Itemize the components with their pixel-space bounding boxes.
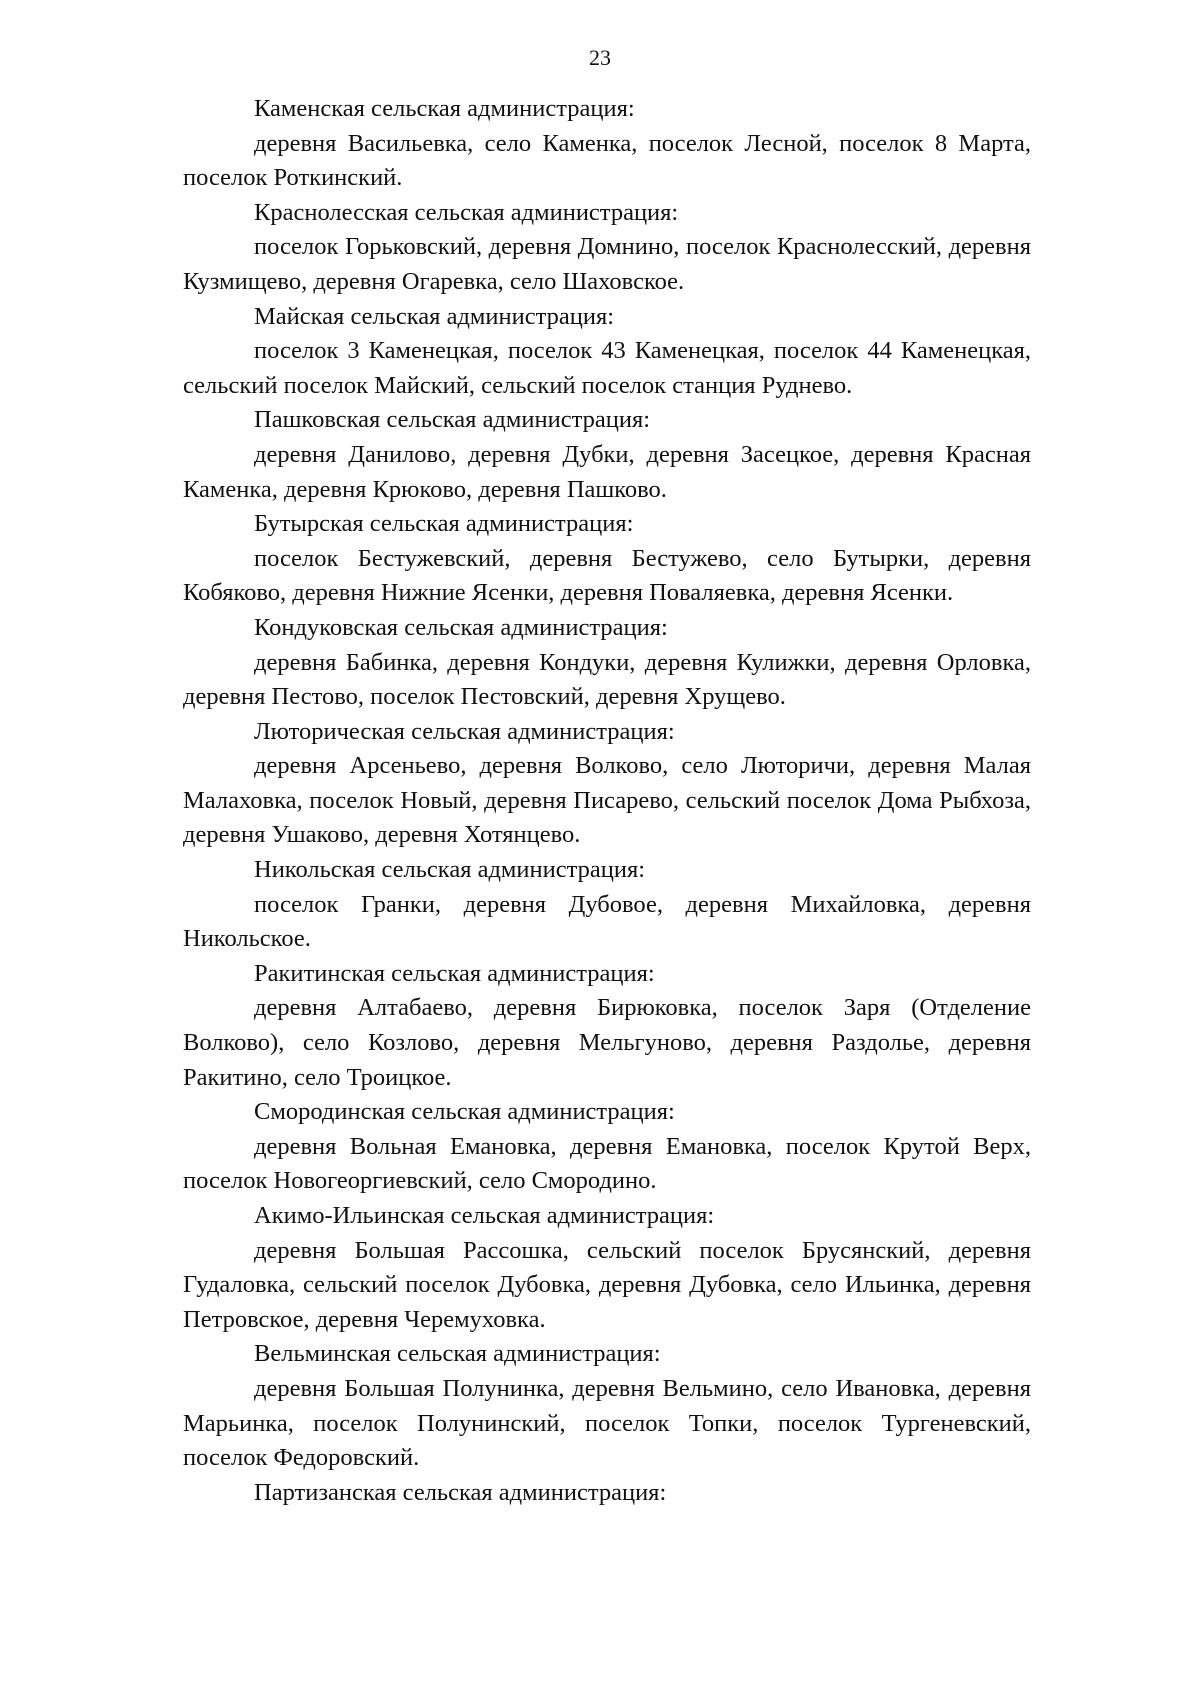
admin-title-kondukovskaya: Кондуковская сельская администрация:	[254, 613, 668, 641]
admin-title-pashkovskaya: Пашковская сельская администрация:	[254, 406, 651, 434]
admin-title-nikolskaya: Никольская сельская администрация:	[254, 856, 646, 884]
admin-title-butyrskaya: Бутырская сельская администрация:	[254, 510, 634, 538]
admin-settlements-kamenskaya: деревня Васильевка, село Каменка, поселок Лесной, поселок 8 Марта, поселок Роткинский.	[183, 129, 1031, 192]
admin-settlements-velminskaya: деревня Большая Полунинка, деревня Вельмино, село Ивановка, деревня Марьинка, поселок Полунинский, поселок Топки, поселок Тургеневский, поселок Федоровский.	[183, 1374, 1031, 1472]
admin-title-velminskaya: Вельминская сельская администрация:	[254, 1340, 661, 1368]
admin-settlements-krasnolesskaya: поселок Горьковский, деревня Домнино, поселок Краснолесский, деревня Кузмищево, деревня Огаревка, село Шаховское.	[183, 233, 1031, 295]
admin-title-mayskaya: Майская сельская администрация:	[254, 302, 615, 330]
page-number: 23	[589, 45, 611, 70]
admin-title-krasnolesskaya: Краснолесская сельская администрация:	[254, 198, 679, 226]
admin-settlements-butyrskaya: поселок Бестужевский, деревня Бестужево, село Бутырки, деревня Кобяково, деревня Нижние Ясенки, деревня Поваляевка, деревня Ясенки.	[183, 544, 1031, 607]
admin-settlements-kondukovskaya: деревня Бабинка, деревня Кондуки, деревня Кулижки, деревня Орловка, деревня Пестово, поселок Пестовский, деревня Хрущево.	[183, 648, 1031, 711]
admin-settlements-nikolskaya: поселок Гранки, деревня Дубовое, деревня Михайловка, деревня Никольское.	[183, 890, 1031, 953]
admin-settlements-smorodinskaya: деревня Вольная Емановка, деревня Емановка, поселок Крутой Верх, поселок Новогеоргиевский, село Смородино.	[183, 1132, 1031, 1195]
admin-settlements-akimo-ilinskaya: деревня Большая Рассошка, сельский поселок Брусянский, деревня Гудаловка, сельский поселок Дубовка, деревня Дубовка, село Ильинка, деревня Петровское, деревня Черемуховка.	[183, 1236, 1031, 1333]
admin-title-smorodinskaya: Смородинская сельская администрация:	[254, 1098, 675, 1126]
admin-settlements-pashkovskaya: деревня Данилово, деревня Дубки, деревня Засецкое, деревня Красная Каменка, деревня Крюково, деревня Пашково.	[183, 440, 1031, 503]
admin-settlements-rakitinskaya: деревня Алтабаево, деревня Бирюковка, поселок Заря (Отделение Волково), село Козлово, деревня Мельгуново, деревня Раздолье, деревня Ракитино, село Троицкое.	[183, 994, 1031, 1091]
admin-title-akimo-ilinskaya: Акимо-Ильинская сельская администрация:	[254, 1202, 715, 1229]
admin-title-partizanskaya: Партизанская сельская администрация:	[254, 1478, 667, 1506]
document-content	[183, 92, 1031, 1510]
admin-settlements-mayskaya: поселок 3 Каменецкая, поселок 43 Каменецкая, поселок 44 Каменецкая, сельский поселок Майский, сельский поселок станция Руднево.	[183, 337, 1031, 399]
admin-title-lyutoricheskaya: Люторическая сельская администрация:	[254, 717, 675, 745]
admin-settlements-lyutoricheskaya: деревня Арсеньево, деревня Волково, село Люторичи, деревня Малая Малаховка, поселок Новый, деревня Писарево, сельский поселок Дома Рыбхоза, деревня Ушаково, деревня Хотянцево.	[183, 752, 1031, 849]
admin-title-rakitinskaya: Ракитинская сельская администрация:	[254, 959, 655, 987]
admin-title-kamenskaya: Каменская сельская администрация:	[254, 95, 635, 122]
